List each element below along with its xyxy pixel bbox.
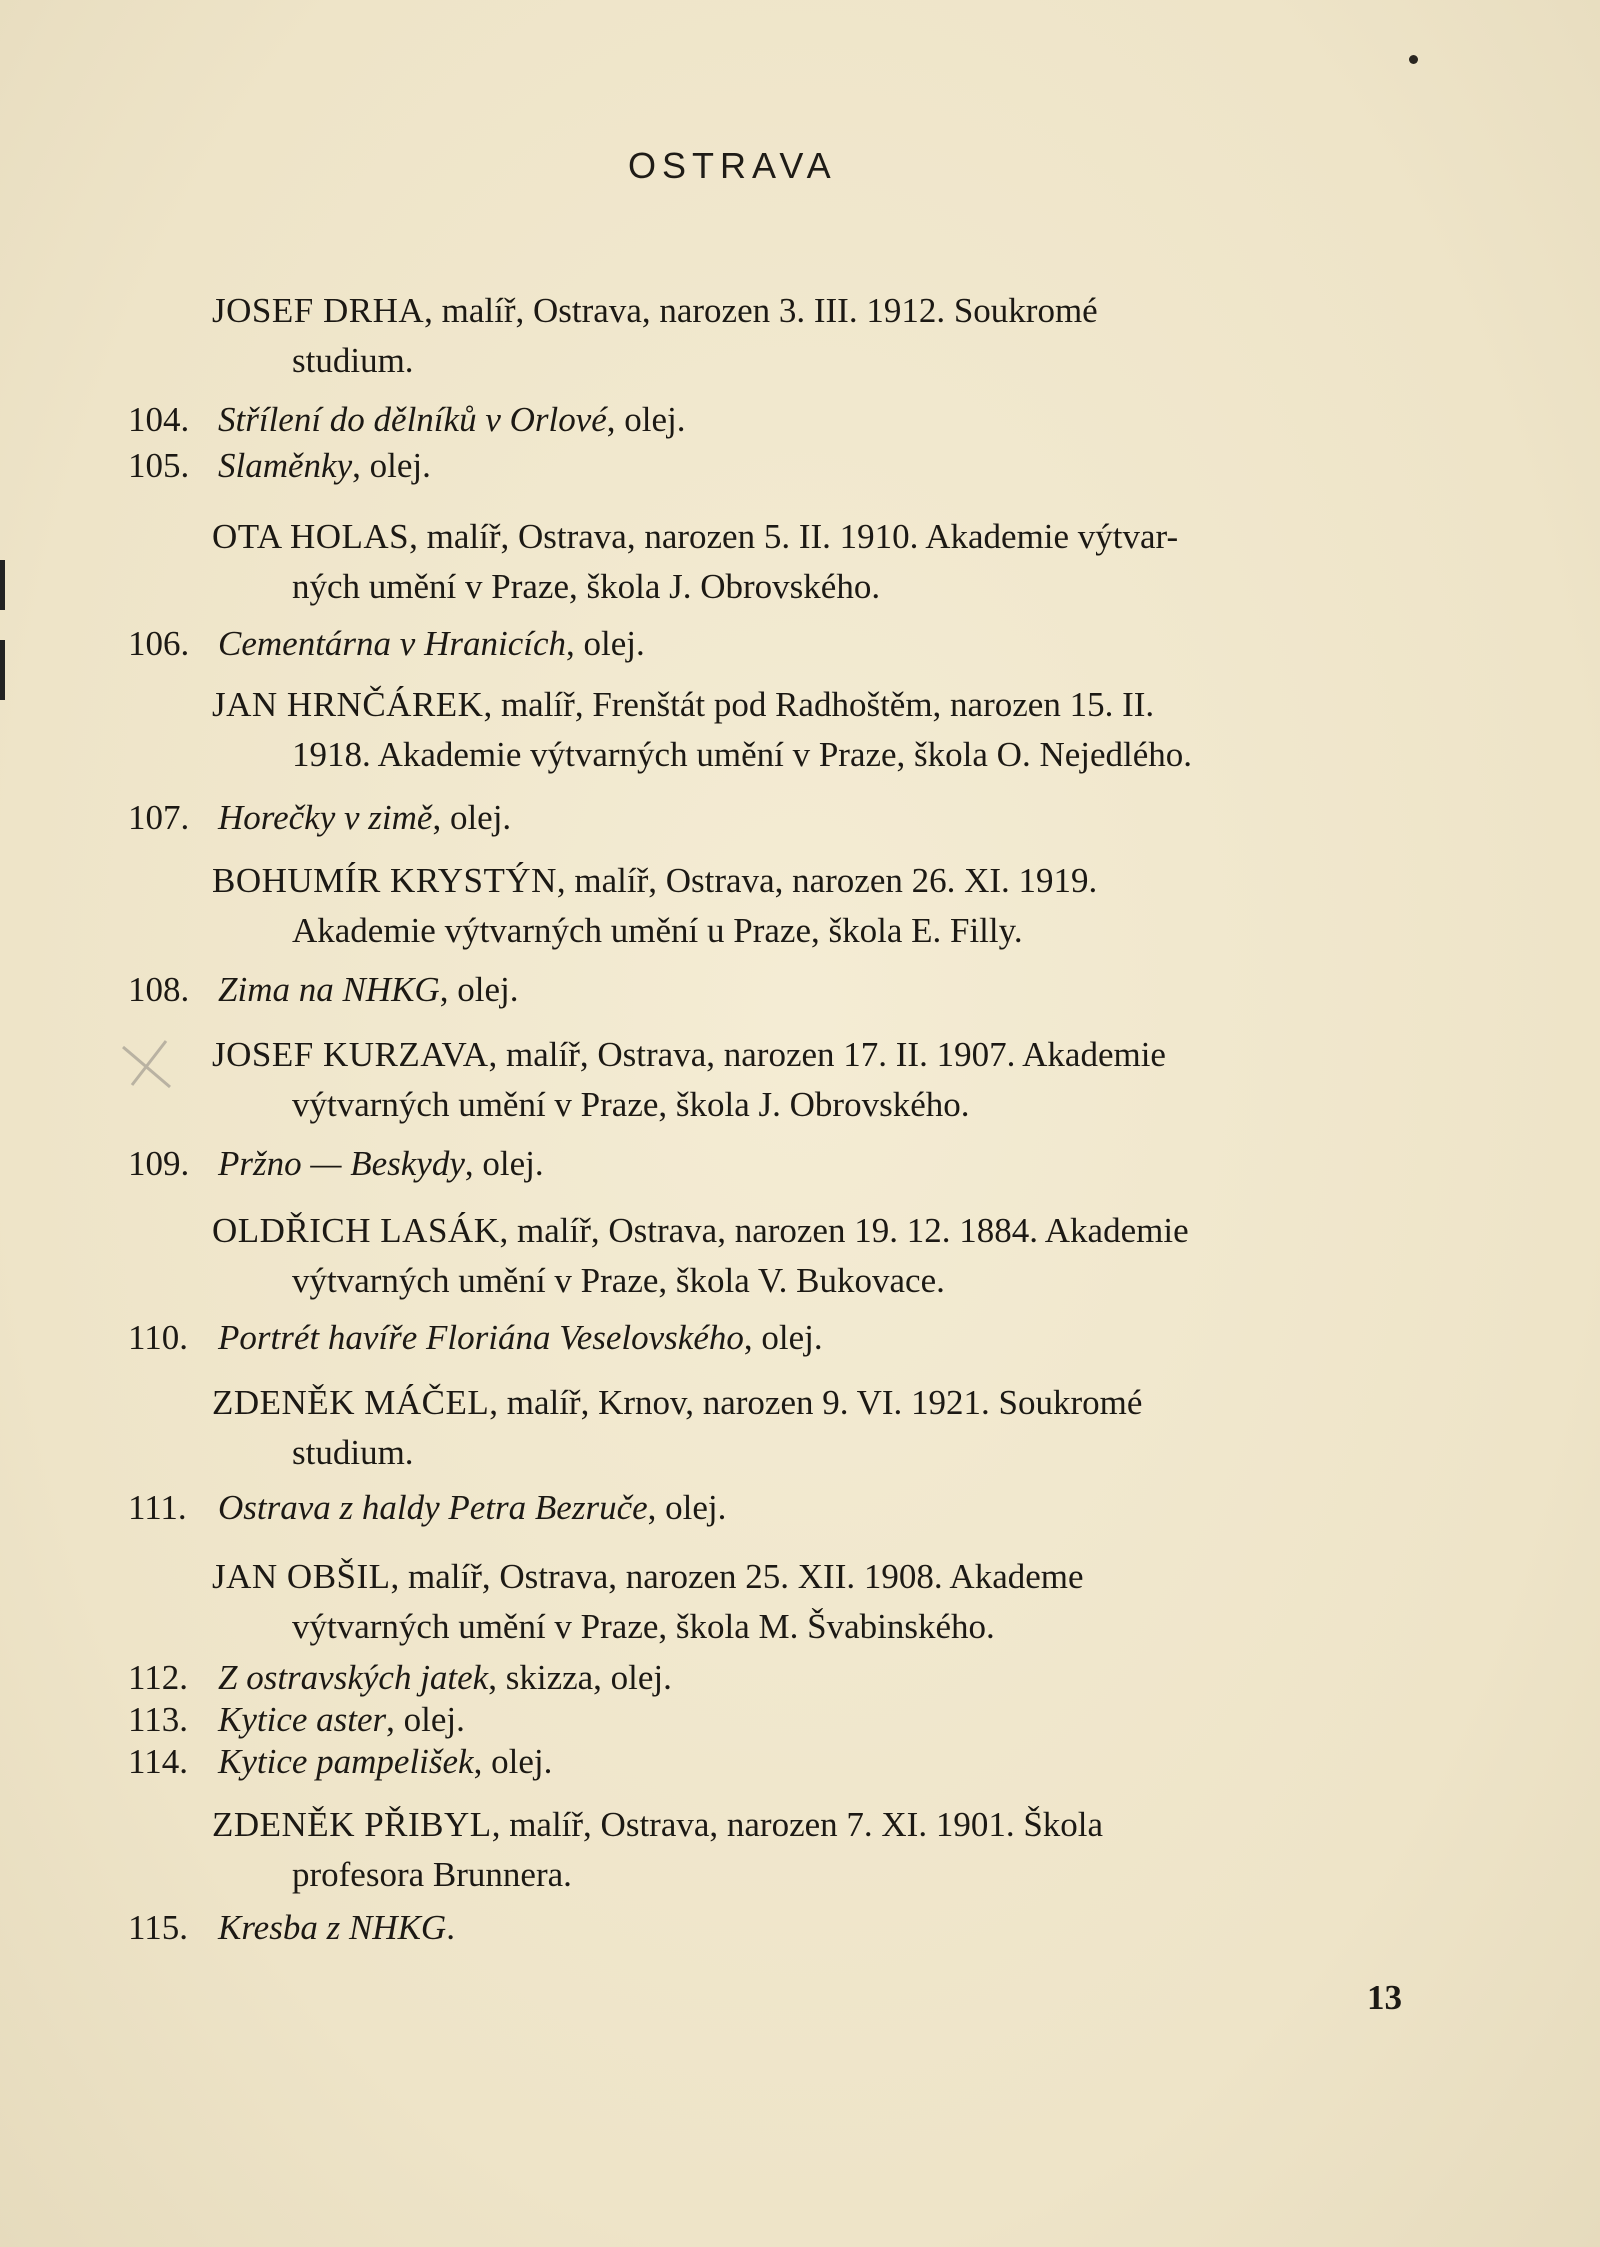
- work-number: 113.: [128, 1700, 188, 1739]
- work-title: Z ostravských jatek: [218, 1658, 489, 1697]
- work-title: Zima na NHKG: [218, 970, 440, 1009]
- artist-details: , malíř, Ostrava, narozen 5. II. 1910. Akademie výtvar-: [409, 517, 1179, 556]
- work-number: 114.: [128, 1742, 188, 1781]
- artist-name: ZDENĚK PŘIBYL: [212, 1805, 492, 1844]
- artist-name: JOSEF DRHA: [212, 291, 425, 330]
- artist-name: OLDŘICH LASÁK: [212, 1211, 500, 1250]
- work-title: Ostrava z haldy Petra Bezruče: [218, 1488, 648, 1527]
- work-number: 104.: [128, 400, 190, 439]
- artist-name: JOSEF KURZAVA: [212, 1035, 489, 1074]
- artist-entry: [212, 1030, 1392, 1130]
- work-entry: [128, 1142, 1388, 1186]
- work-entry: [128, 622, 1388, 666]
- artist-entry: [212, 1552, 1392, 1652]
- artist-details: , malíř, Ostrava, narozen 25. XII. 1908. Akademe: [390, 1557, 1084, 1596]
- work-medium: .: [446, 1908, 455, 1947]
- artist-name: JAN HRNČÁREK: [212, 685, 484, 724]
- work-medium: , olej.: [743, 1318, 823, 1357]
- artist-name: JAN OBŠIL: [212, 1557, 391, 1596]
- edge-mark: [0, 640, 5, 700]
- artist-details: , malíř, Frenštát pod Radhoštěm, narozen 15. II.: [483, 685, 1155, 724]
- artist-entry: [212, 1206, 1392, 1306]
- work-title: Horečky v zimě: [218, 798, 433, 837]
- pencil-mark-icon: [118, 1035, 178, 1095]
- artist-details-continued: Akademie výtvarných umění u Praze, škola E. Filly.: [292, 911, 1023, 950]
- work-number: 115.: [128, 1908, 188, 1947]
- page-number: 13: [1367, 1978, 1402, 2017]
- work-entry: [128, 1906, 1388, 1950]
- work-entry: [128, 1316, 1388, 1360]
- work-medium: , skizza, olej.: [488, 1658, 672, 1697]
- artist-entry: [212, 512, 1392, 612]
- artist-details-continued: výtvarných umění v Praze, škola J. Obrovského.: [292, 1085, 970, 1124]
- work-entry: [128, 398, 1388, 442]
- artist-details: , malíř, Ostrava, narozen 19. 12. 1884. Akademie: [499, 1211, 1189, 1250]
- work-number: 111.: [128, 1488, 187, 1527]
- work-entry: [128, 1486, 1388, 1530]
- work-title: Kresba z NHKG: [218, 1908, 447, 1947]
- artist-name: BOHUMÍR KRYSTÝN: [212, 861, 557, 900]
- artist-details-continued: profesora Brunnera.: [292, 1855, 572, 1894]
- work-number: 108.: [128, 970, 190, 1009]
- work-medium: , olej.: [565, 624, 645, 663]
- artist-entry: [212, 856, 1392, 956]
- work-entry: [128, 1740, 1388, 1784]
- edge-mark: [0, 560, 5, 610]
- work-title: Kytice aster: [218, 1700, 387, 1739]
- artist-details-continued: výtvarných umění v Praze, škola M. Švabinského.: [292, 1607, 995, 1646]
- work-number: 106.: [128, 624, 190, 663]
- work-medium: , olej.: [606, 400, 686, 439]
- artist-name: OTA HOLAS: [212, 517, 410, 556]
- work-title: Střílení do dělníků v Orlové: [218, 400, 607, 439]
- work-number: 109.: [128, 1144, 190, 1183]
- artist-entry: [212, 1378, 1392, 1478]
- artist-details-continued: studium.: [292, 341, 414, 380]
- artist-name: ZDENĚK MÁČEL: [212, 1383, 490, 1422]
- work-medium: , olej.: [473, 1742, 553, 1781]
- work-medium: , olej.: [647, 1488, 727, 1527]
- work-medium: , olej.: [439, 970, 519, 1009]
- artist-details: , malíř, Ostrava, narozen 7. XI. 1901. Škola: [491, 1805, 1104, 1844]
- artist-entry: [212, 286, 1392, 386]
- work-number: 110.: [128, 1318, 188, 1357]
- artist-details: , malíř, Ostrava, narozen 3. III. 1912. Soukromé: [424, 291, 1098, 330]
- work-entry: [128, 796, 1388, 840]
- work-title: Slaměnky: [218, 446, 353, 485]
- artist-details: , malíř, Ostrava, narozen 26. XI. 1919.: [556, 861, 1098, 900]
- work-entry: [128, 1656, 1388, 1700]
- work-number: 107.: [128, 798, 190, 837]
- work-medium: , olej.: [386, 1700, 465, 1739]
- artist-details: , malíř, Ostrava, narozen 17. II. 1907. Akademie: [488, 1035, 1166, 1074]
- artist-entry: [212, 1800, 1392, 1900]
- page-heading: OSTRAVA: [628, 145, 837, 186]
- artist-details-continued: studium.: [292, 1433, 414, 1472]
- work-number: 112.: [128, 1658, 188, 1697]
- work-medium: , olej.: [432, 798, 512, 837]
- ink-dot: [1409, 55, 1418, 64]
- work-entry: [128, 968, 1388, 1012]
- artist-entry: [212, 680, 1392, 780]
- artist-details-continued: 1918. Akademie výtvarných umění v Praze, škola O. Nejedlého.: [292, 735, 1193, 774]
- work-title: Pržno — Beskydy: [218, 1144, 465, 1183]
- artist-details-continued: výtvarných umění v Praze, škola V. Bukovace.: [292, 1261, 945, 1300]
- artist-details: , malíř, Krnov, narozen 9. VI. 1921. Soukromé: [489, 1383, 1143, 1422]
- work-medium: , olej.: [464, 1144, 544, 1183]
- work-title: Portrét havíře Floriána Veselovského: [218, 1318, 744, 1357]
- work-title: Kytice pampelišek: [218, 1742, 474, 1781]
- work-number: 105.: [128, 446, 190, 485]
- work-title: Cementárna v Hranicích: [218, 624, 566, 663]
- work-entry: [128, 444, 1388, 488]
- work-entry: [128, 1698, 1388, 1742]
- artist-details-continued: ných umění v Praze, škola J. Obrovského.: [292, 567, 881, 606]
- work-medium: , olej.: [352, 446, 431, 485]
